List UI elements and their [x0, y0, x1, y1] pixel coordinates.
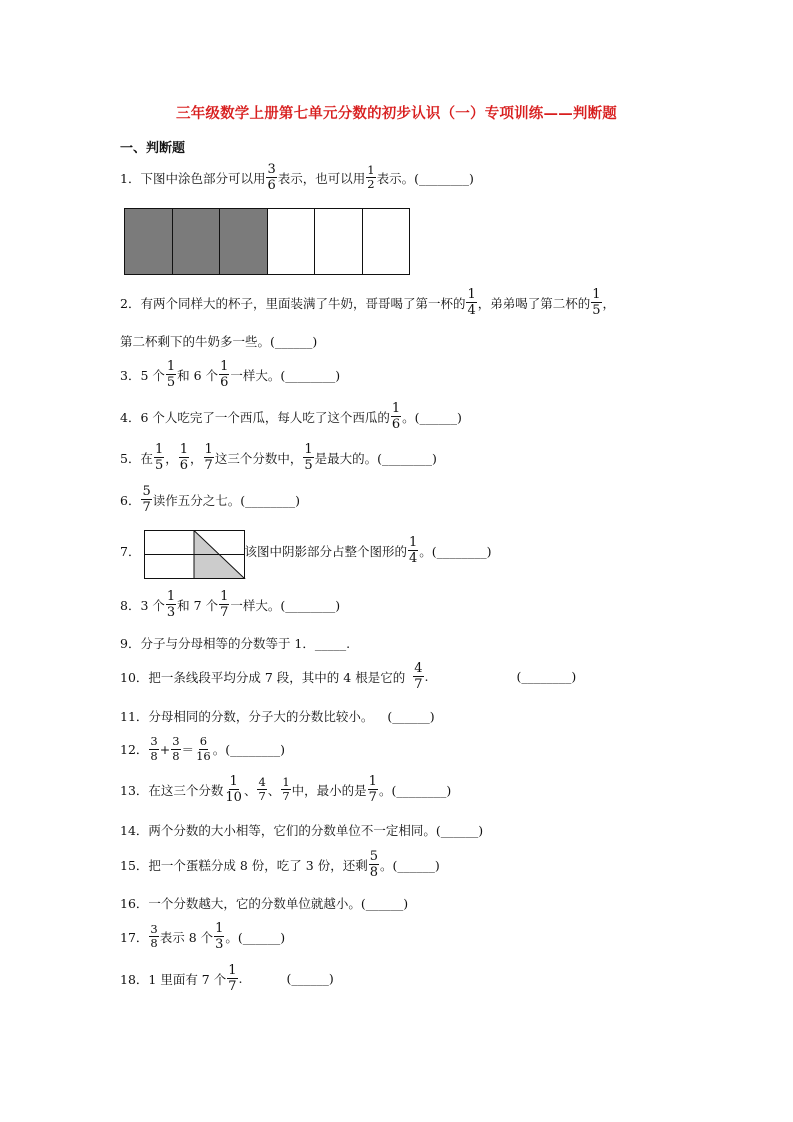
fraction: [257, 774, 266, 803]
fraction: [303, 443, 313, 472]
equals-sign: ＝: [181, 742, 195, 757]
numerator: 1: [179, 442, 189, 457]
fraction: [591, 288, 601, 317]
question-8: [120, 590, 340, 619]
question-9[interactable]: 9．分子与分母相等的分数等于 1．_____.: [120, 636, 351, 651]
fraction: [195, 736, 212, 762]
denominator: 6: [267, 178, 276, 193]
grid-cell-shaded: [173, 209, 221, 274]
numerator: 1: [228, 963, 237, 978]
q7-text-a: 7．: [120, 543, 141, 559]
plus-sign: +: [159, 741, 171, 757]
question-3: [120, 360, 340, 389]
denominator: 7: [204, 458, 213, 473]
fraction: [171, 736, 180, 762]
numerator: 1: [154, 442, 164, 457]
question-1: [120, 163, 474, 192]
fraction: [408, 536, 418, 565]
q13-answer-blank[interactable]: 。(________): [378, 782, 452, 798]
numerator: 3: [267, 162, 276, 177]
fraction: [204, 443, 214, 472]
question-10: [120, 662, 576, 691]
denominator: 7: [282, 789, 290, 803]
denominator: 7: [228, 979, 237, 994]
numerator: 1: [229, 774, 238, 789]
denominator: 7: [220, 605, 229, 620]
q12-answer-blank[interactable]: 。(________): [212, 742, 285, 757]
q6-answer-blank[interactable]: 读作五分之七。(________): [152, 492, 300, 508]
q1-text-a: 1．下图中涂色部分可以用: [120, 170, 266, 186]
denominator: 8: [172, 748, 180, 763]
numerator: 1: [408, 535, 418, 550]
numerator: 1: [367, 162, 375, 177]
denominator: 6: [220, 375, 229, 390]
q5-sep: ，: [190, 450, 203, 466]
page-title: 三年级数学上册第七单元分数的初步认识（一）专项训练——判断题: [176, 105, 617, 122]
numerator: 1: [391, 401, 401, 416]
denominator: 7: [142, 500, 151, 515]
q8-text-a: 8．3 个: [120, 597, 165, 613]
q2-text-b: ，弟弟喝了第二杯的: [477, 295, 591, 311]
question-11: [120, 707, 435, 725]
q13-sep: 、: [267, 782, 281, 798]
q10-text-a: 10．把一条线段平均分成 7 段，其中的 4 根是它的: [120, 669, 406, 685]
fraction: [149, 921, 158, 950]
denominator: 6: [179, 458, 189, 473]
q17-answer-blank[interactable]: 。(______): [225, 929, 286, 945]
fraction: [166, 360, 176, 389]
fraction: [266, 163, 276, 192]
grid-cell: [315, 209, 363, 274]
fraction: [224, 775, 243, 804]
numerator: 3: [172, 734, 180, 748]
q6-text-a: 6．: [120, 492, 141, 508]
q17-text-a: 17．: [120, 929, 149, 945]
denominator: 5: [592, 303, 601, 318]
numerator: 5: [142, 484, 151, 499]
q3-answer-blank[interactable]: 一样大。(________): [230, 367, 341, 383]
q18-text-b: .: [238, 971, 243, 986]
grid-cell: [268, 209, 316, 274]
q1-answer-blank[interactable]: 表示。(________): [376, 170, 474, 186]
denominator: 8: [150, 936, 158, 950]
q5-answer-blank[interactable]: 是最大的。(________): [314, 450, 437, 466]
q18-answer-blank[interactable]: (______): [286, 971, 334, 986]
question-5: [120, 443, 437, 472]
q3-text-a: 3．5 个: [120, 367, 165, 383]
q8-answer-blank[interactable]: 一样大。(________): [230, 597, 341, 613]
numerator: 5: [369, 849, 378, 864]
rectangle-triangle-figure: [144, 530, 246, 580]
fraction: [149, 736, 158, 762]
denominator: 2: [367, 177, 375, 191]
denominator: 4: [467, 303, 476, 318]
q13-text-b: 中，最小的是: [291, 782, 367, 798]
fraction: [281, 774, 290, 803]
denominator: 7: [414, 677, 423, 692]
numerator: 1: [368, 774, 377, 789]
q13-text-a: 13．在这三个分数: [120, 782, 224, 798]
fraction: [141, 485, 151, 514]
numerator: 1: [282, 774, 290, 789]
denominator: 10: [225, 790, 242, 805]
fraction: [219, 590, 229, 619]
question-12: [120, 736, 285, 762]
denominator: 7: [258, 789, 266, 803]
denominator: 7: [368, 790, 377, 805]
q15-text-a: 15．把一个蛋糕分成 8 份，吃了 3 份，还剩: [120, 857, 368, 873]
section-heading: 一、判断题: [120, 141, 186, 156]
numerator: 1: [220, 589, 229, 604]
q5-sep: ，: [165, 450, 178, 466]
q17-text-b: 表示 8 个: [159, 929, 214, 945]
q12-text-a: 12．: [120, 742, 149, 757]
numerator: 4: [414, 661, 423, 676]
denominator: 5: [154, 458, 164, 473]
question-13: [120, 775, 451, 804]
question-2-line2[interactable]: 第二杯剩下的牛奶多一些。(______): [120, 334, 318, 349]
fraction: [214, 922, 224, 951]
q5-text-a: 5．在: [120, 450, 153, 466]
q2-text-c: ，: [602, 295, 616, 311]
numerator: 4: [258, 774, 266, 789]
question-4: [120, 402, 462, 431]
numerator: 6: [199, 734, 208, 748]
fraction: [413, 662, 423, 691]
q7-text-b: 该图中阴影部分占整个图形的: [244, 543, 407, 559]
numerator: 1: [215, 921, 224, 936]
q4-text-a: 4．6 个人吃完了一个西瓜，每人吃了这个西瓜的: [120, 409, 390, 425]
q18-text-a: 18．1 里面有 7 个: [120, 971, 227, 987]
grid-cell: [363, 209, 410, 274]
q7-answer-blank[interactable]: 。(________): [419, 543, 492, 559]
denominator: 4: [408, 551, 418, 566]
denominator: 3: [215, 937, 224, 952]
denominator: 16: [196, 748, 211, 763]
q11-answer-blank[interactable]: (______): [387, 708, 435, 724]
denominator: 5: [166, 375, 176, 390]
q11-text-a: 11．分母相同的分数，分子大的分数比较小。: [120, 709, 374, 724]
fraction: [227, 964, 237, 993]
denominator: 5: [304, 458, 313, 473]
question-15: [120, 850, 440, 879]
fraction: [154, 443, 164, 472]
question-16[interactable]: 16．一个分数越大，它的分数单位就越小。(______): [120, 896, 409, 911]
fraction: [368, 775, 378, 804]
q8-text-b: 和 7 个: [177, 597, 219, 613]
denominator: 6: [391, 417, 401, 432]
fraction: [179, 443, 189, 472]
denominator: 3: [166, 605, 176, 620]
q10-answer-blank[interactable]: (________): [516, 669, 577, 684]
numerator: 1: [166, 589, 176, 604]
question-17: [120, 922, 285, 951]
shaded-grid-figure: [124, 208, 410, 275]
fraction: [391, 402, 401, 431]
q2-text-a: 2．有两个同样大的杯子，里面装满了牛奶，哥哥喝了第一杯的: [120, 295, 466, 311]
numerator: 1: [304, 442, 313, 457]
fraction: [166, 590, 176, 619]
numerator: 3: [150, 921, 158, 936]
q3-text-b: 和 6 个: [177, 367, 219, 383]
q4-answer-blank[interactable]: 。(______): [402, 409, 462, 425]
q5-text-b: 这三个分数中，: [214, 450, 303, 466]
fraction: [366, 162, 375, 191]
numerator: 1: [592, 287, 601, 302]
question-6: [120, 485, 300, 514]
denominator: 8: [369, 865, 378, 880]
grid-cell-shaded: [220, 209, 268, 274]
numerator: 1: [467, 287, 476, 302]
question-14[interactable]: 14．两个分数的大小相等，它们的分数单位不一定相同。(______): [120, 823, 484, 838]
grid-cell-shaded: [125, 209, 173, 274]
numerator: 3: [150, 734, 158, 748]
q15-answer-blank[interactable]: 。(______): [380, 857, 440, 873]
q1-text-b: 表示，也可以用: [277, 170, 366, 186]
question-2: [120, 288, 615, 317]
fraction: [219, 360, 229, 389]
numerator: 1: [204, 442, 213, 457]
fraction: [466, 288, 476, 317]
denominator: 8: [150, 748, 158, 763]
q10-text-b: .: [424, 669, 429, 684]
numerator: 1: [166, 359, 176, 374]
q13-sep: 、: [243, 782, 257, 798]
question-18: [120, 964, 334, 993]
numerator: 1: [220, 359, 229, 374]
fraction: [369, 850, 379, 879]
